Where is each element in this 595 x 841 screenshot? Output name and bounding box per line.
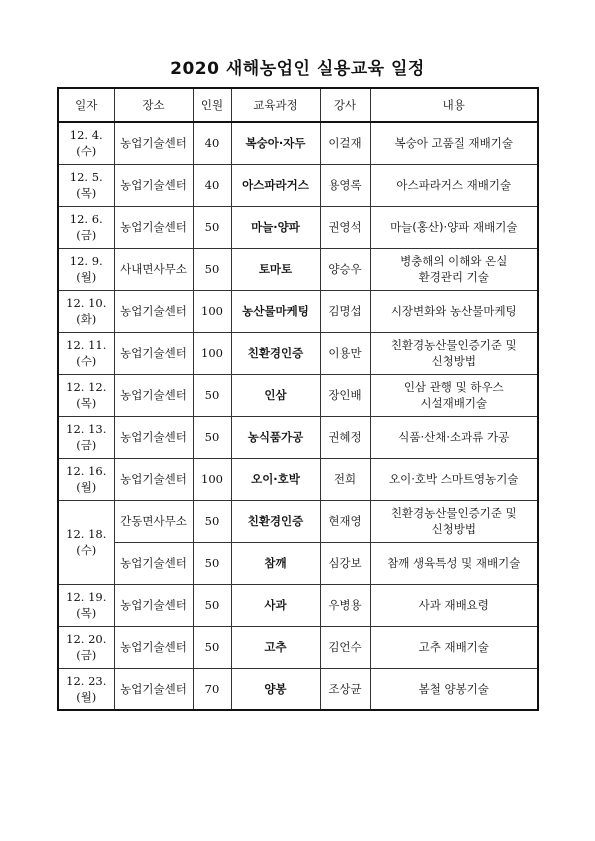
place-cell: 농업기술센터 (114, 416, 193, 458)
course-cell: 오이·호박 (231, 458, 320, 500)
date-cell: 12. 4. (수) (58, 122, 114, 164)
table-row (58, 290, 538, 332)
table-row (58, 458, 538, 500)
table-row (58, 206, 538, 248)
header-date: 일자 (58, 88, 114, 122)
lecturer-cell: 권혜정 (320, 416, 370, 458)
people-cell: 50 (193, 500, 231, 542)
table-row (58, 542, 538, 584)
lecturer-cell: 우병용 (320, 584, 370, 626)
course-cell: 토마토 (231, 248, 320, 290)
table-row (58, 584, 538, 626)
people-cell: 40 (193, 122, 231, 164)
people-cell: 50 (193, 626, 231, 668)
date-cell: 12. 19. (목) (58, 584, 114, 626)
people-cell: 50 (193, 206, 231, 248)
course-cell: 마늘·양파 (231, 206, 320, 248)
place-cell: 간동면사무소 (114, 500, 193, 542)
place-cell: 농업기술센터 (114, 542, 193, 584)
content-cell: 오이·호박 스마트영농기술 (370, 458, 538, 500)
header-row (58, 88, 538, 122)
date-cell: 12. 12. (목) (58, 374, 114, 416)
content-cell: 마늘(홍산)·양파 재배기술 (370, 206, 538, 248)
course-cell: 고추 (231, 626, 320, 668)
people-cell: 50 (193, 584, 231, 626)
lecturer-cell: 양승우 (320, 248, 370, 290)
content-cell: 식품·산채·소과류 가공 (370, 416, 538, 458)
table-row (58, 626, 538, 668)
date-cell: 12. 23. (월) (58, 668, 114, 710)
header-people: 인원 (193, 88, 231, 122)
date-cell: 12. 11. (수) (58, 332, 114, 374)
lecturer-cell: 김언수 (320, 626, 370, 668)
table-row (58, 500, 538, 542)
course-cell: 사과 (231, 584, 320, 626)
schedule-table (57, 87, 539, 711)
place-cell: 농업기술센터 (114, 458, 193, 500)
date-cell: 12. 16. (월) (58, 458, 114, 500)
people-cell: 50 (193, 374, 231, 416)
place-cell: 농업기술센터 (114, 164, 193, 206)
content-cell: 병충해의 이해와 온실 환경관리 기술 (370, 248, 538, 290)
content-cell: 시장변화와 농산물마케팅 (370, 290, 538, 332)
date-cell: 12. 18. (수) (58, 500, 114, 584)
lecturer-cell: 심강보 (320, 542, 370, 584)
content-cell: 참깨 생육특성 및 재배기술 (370, 542, 538, 584)
date-cell: 12. 13. (금) (58, 416, 114, 458)
people-cell: 50 (193, 248, 231, 290)
place-cell: 농업기술센터 (114, 332, 193, 374)
table-row (58, 374, 538, 416)
people-cell: 100 (193, 332, 231, 374)
table-row (58, 332, 538, 374)
date-cell: 12. 5. (목) (58, 164, 114, 206)
lecturer-cell: 김명섭 (320, 290, 370, 332)
header-course: 교육과정 (231, 88, 320, 122)
place-cell: 농업기술센터 (114, 122, 193, 164)
table-row (58, 164, 538, 206)
course-cell: 농식품가공 (231, 416, 320, 458)
lecturer-cell: 용영록 (320, 164, 370, 206)
people-cell: 100 (193, 458, 231, 500)
course-cell: 농산물마케팅 (231, 290, 320, 332)
table-row (58, 668, 538, 710)
course-cell: 친환경인증 (231, 500, 320, 542)
course-cell: 친환경인증 (231, 332, 320, 374)
date-cell: 12. 20. (금) (58, 626, 114, 668)
table-row (58, 416, 538, 458)
place-cell: 농업기술센터 (114, 626, 193, 668)
content-cell: 사과 재배요령 (370, 584, 538, 626)
people-cell: 70 (193, 668, 231, 710)
date-cell: 12. 6. (금) (58, 206, 114, 248)
content-cell: 아스파라거스 재배기술 (370, 164, 538, 206)
lecturer-cell: 현재영 (320, 500, 370, 542)
page-title: 2020 새해농업인 실용교육 일정 (170, 59, 425, 79)
people-cell: 100 (193, 290, 231, 332)
table-row (58, 122, 538, 164)
place-cell: 농업기술센터 (114, 374, 193, 416)
lecturer-cell: 이걸재 (320, 122, 370, 164)
table-row (58, 248, 538, 290)
lecturer-cell: 전희 (320, 458, 370, 500)
place-cell: 농업기술센터 (114, 290, 193, 332)
content-cell: 친환경농산물인증기준 및 신청방법 (370, 332, 538, 374)
lecturer-cell: 권영석 (320, 206, 370, 248)
lecturer-cell: 이용만 (320, 332, 370, 374)
content-cell: 인삼 관행 및 하우스 시설재배기술 (370, 374, 538, 416)
header-lecturer: 강사 (320, 88, 370, 122)
content-cell: 봄철 양봉기술 (370, 668, 538, 710)
content-cell: 친환경농산물인증기준 및 신청방법 (370, 500, 538, 542)
course-cell: 참깨 (231, 542, 320, 584)
course-cell: 인삼 (231, 374, 320, 416)
course-cell: 복숭아·자두 (231, 122, 320, 164)
date-cell: 12. 10. (화) (58, 290, 114, 332)
place-cell: 농업기술센터 (114, 206, 193, 248)
header-place: 장소 (114, 88, 193, 122)
date-cell: 12. 9. (월) (58, 248, 114, 290)
course-cell: 아스파라거스 (231, 164, 320, 206)
place-cell: 농업기술센터 (114, 668, 193, 710)
place-cell: 농업기술센터 (114, 584, 193, 626)
content-cell: 복숭아 고품질 재배기술 (370, 122, 538, 164)
header-content: 내용 (370, 88, 538, 122)
people-cell: 50 (193, 542, 231, 584)
people-cell: 40 (193, 164, 231, 206)
people-cell: 50 (193, 416, 231, 458)
lecturer-cell: 조상균 (320, 668, 370, 710)
lecturer-cell: 장인배 (320, 374, 370, 416)
place-cell: 사내면사무소 (114, 248, 193, 290)
course-cell: 양봉 (231, 668, 320, 710)
content-cell: 고추 재배기술 (370, 626, 538, 668)
